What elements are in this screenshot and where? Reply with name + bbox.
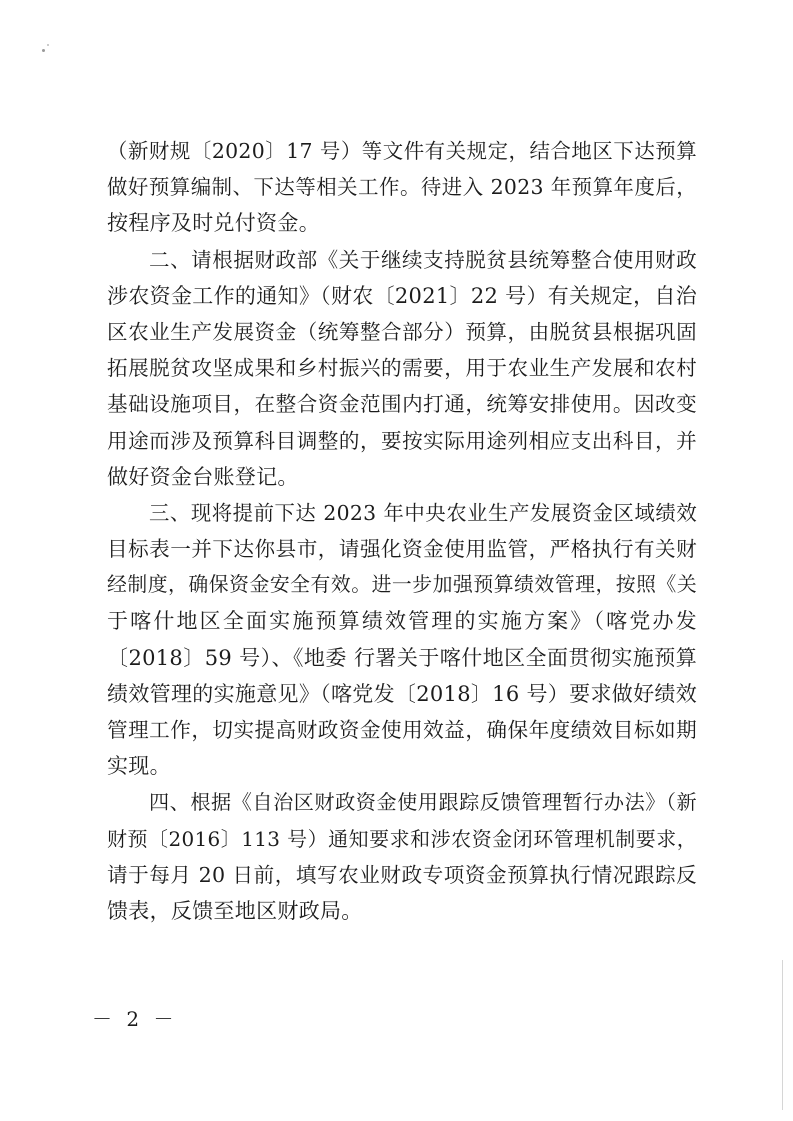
paragraph-section-3 (107, 495, 697, 785)
text-line: 二、请根据财政部《关于继续支持脱贫县统筹整合使用财政 (149, 247, 697, 272)
text-line: 四、根据《自治区财政资金使用跟踪反馈管理暂行办法》（新 (149, 790, 697, 815)
text-line: 于喀什地区全面实施预算绩效管理的实施方案》（喀党办发 (107, 609, 697, 634)
text-line: 按程序及时兑付资金。 (107, 211, 320, 236)
text-line: 馈表，反馈至地区财政局。 (107, 898, 363, 923)
text-line: 区农业生产发展资金（统筹整合部分）预算，由脱贫县根据巩固 (107, 319, 697, 344)
paragraph-continuation (107, 133, 697, 242)
text-line: 做好资金台账登记。 (107, 464, 299, 489)
text-line: 三、现将提前下达 2023 年中央农业生产发展资金区域绩效 (149, 500, 697, 525)
text-line: 管理工作，切实提高财政资金使用效益，确保年度绩效目标如期 (107, 718, 697, 742)
text-line: 实现。 (107, 754, 171, 779)
text-line: 财预〔2016〕113 号）通知要求和涉农资金闭环管理机制要求， (107, 826, 697, 851)
text-line: 做好预算编制、下达等相关工作。待进入 2023 年预算年度后， (107, 175, 697, 200)
scan-speck (47, 44, 49, 46)
text-line: 绩效管理的实施意见》（喀党发〔2018〕16 号）要求做好绩效 (107, 681, 697, 706)
paragraph-section-2 (107, 242, 697, 495)
text-line: 拓展脱贫攻坚成果和乡村振兴的需要，用于农业生产发展和农村 (107, 356, 697, 381)
scan-edge-line (782, 960, 783, 1110)
text-line: 〔2018〕59 号）、《地委 行署关于喀什地区全面贯彻实施预算 (107, 645, 697, 670)
page-number: － 2 － (92, 1007, 178, 1031)
text-line: （新财规〔2020〕17 号）等文件有关规定，结合地区下达预算 (107, 139, 697, 163)
text-line: 目标表一并下达你县市，请强化资金使用监管，严格执行有关财 (107, 537, 697, 562)
paragraph-section-4 (107, 784, 697, 929)
text-line: 经制度，确保资金安全有效。进一步加强预算绩效管理，按照《关 (107, 573, 697, 597)
text-line: 涉农资金工作的通知》（财农〔2021〕22 号）有关规定，自治 (107, 283, 697, 308)
document-body (107, 133, 697, 929)
text-line: 请于每月 20 日前，填写农业财政专项资金预算执行情况跟踪反 (107, 862, 697, 887)
scan-speck (42, 49, 45, 52)
text-line: 用途而涉及预算科目调整的，要按实际用途列相应支出科目，并 (107, 428, 697, 453)
text-line: 基础设施项目，在整合资金范围内打通，统筹安排使用。因改变 (107, 392, 697, 417)
